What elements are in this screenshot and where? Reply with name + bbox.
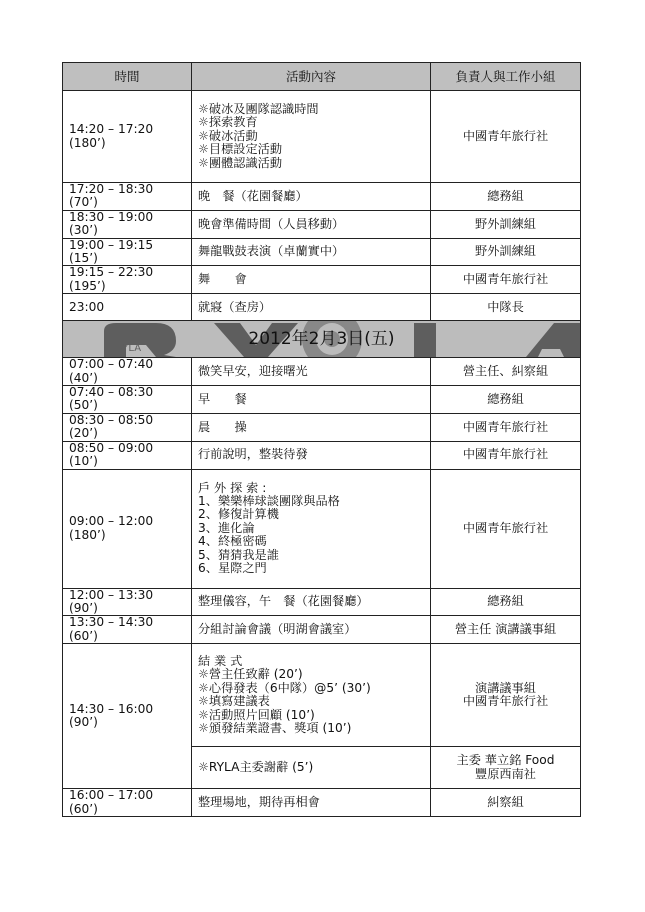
owner-cell: 中國青年旅行社 (431, 266, 581, 294)
header-activity: 活動內容 (192, 63, 431, 91)
activity-line: ☼營主任致辭 (20’) (198, 667, 303, 682)
table-row (63, 413, 581, 441)
activity-cell: 早 餐 (192, 386, 431, 414)
time-cell: 13:30 – 14:30 (60’) (63, 616, 192, 644)
date-band-row (63, 321, 581, 358)
activity-cell: 舞 會 (192, 266, 431, 294)
time-cell: 08:50 – 09:00 (10’) (63, 441, 192, 469)
owner-line: 演講議事組 (475, 680, 536, 695)
owner-cell: 中隊長 (431, 294, 581, 321)
owner-cell: 總務組 (431, 386, 581, 414)
time-cell: 14:30 – 16:00 (90’) (63, 644, 192, 789)
schedule-table (62, 62, 581, 817)
activity-cell: 分組討論會議（明湖會議室） (192, 616, 431, 644)
time-cell: 14:20 – 17:20 (180’) (63, 91, 192, 183)
activity-line: 3、進化論 (198, 520, 255, 535)
time-cell: 23:00 (63, 294, 192, 321)
time-cell: 07:40 – 08:30 (50’) (63, 386, 192, 414)
activity-cell: 整理儀容，午 餐（花園餐廳） (192, 588, 431, 616)
table-row (63, 294, 581, 321)
owner-cell: 中國青年旅行社 (431, 469, 581, 588)
time-cell: 12:00 – 13:30 (90’) (63, 588, 192, 616)
activity-cell: 微笑早安，迎接曙光 (192, 358, 431, 386)
activity-line: 結 業 式 (198, 653, 243, 668)
activity-line: 戶 外 探 索 : (198, 480, 267, 495)
owner-cell (431, 747, 581, 789)
activity-cell: 就寢（查房） (192, 294, 431, 321)
activity-line: ☼目標設定活動 (198, 142, 283, 157)
activity-line: ☼破冰活動 (198, 128, 258, 143)
time-cell: 16:00 – 17:00 (60’) (63, 789, 192, 817)
activity-line: ☼破冰及團隊認識時間 (198, 101, 319, 116)
activity-line: ☼心得發表（6中隊）@5’ (30’) (198, 680, 371, 695)
activity-line: 5、猜猜我是誰 (198, 547, 279, 562)
activity-line: ☼填寫建議表 (198, 694, 270, 709)
owner-cell: 中國青年旅行社 (431, 91, 581, 183)
activity-line: 1、樂樂棒球談團隊與品格 (198, 493, 340, 508)
time-cell: 17:20 – 18:30 (70’) (63, 183, 192, 211)
table-row (63, 91, 581, 183)
activity-line: ☼頒發結業證書、獎項 (10’) (198, 720, 352, 735)
time-cell: 07:00 – 07:40 (40’) (63, 358, 192, 386)
owner-line: 主委 華立銘 Food (456, 753, 555, 768)
activity-line: ☼活動照片回顧 (10’) (198, 707, 315, 722)
activity-cell (192, 91, 431, 183)
table-row (63, 441, 581, 469)
time-cell: 09:00 – 12:00 (180’) (63, 469, 192, 588)
header-owner: 負責人與工作小組 (431, 63, 581, 91)
table-header-row (63, 63, 581, 91)
owner-cell: 中國青年旅行社 (431, 441, 581, 469)
activity-line: ☼團體認識活動 (198, 155, 283, 170)
owner-cell (431, 644, 581, 747)
activity-line: 2、修復計算機 (198, 507, 279, 522)
header-time: 時間 (63, 63, 192, 91)
activity-line: 6、星際之門 (198, 561, 267, 576)
owner-cell: 營主任 演講議事組 (431, 616, 581, 644)
owner-line: 中國青年旅行社 (462, 694, 549, 709)
table-row (63, 358, 581, 386)
table-row (63, 386, 581, 414)
activity-line: 4、終極密碼 (198, 534, 267, 549)
owner-cell: 營主任、糾察組 (431, 358, 581, 386)
owner-line: 豐原西南社 (475, 766, 536, 781)
table-row (63, 183, 581, 211)
table-row (63, 588, 581, 616)
activity-cell: 晚 餐（花園餐廳） (192, 183, 431, 211)
activity-cell: 舞龍戰鼓表演（卓蘭實中） (192, 238, 431, 266)
activity-cell: 晨 操 (192, 413, 431, 441)
table-row (63, 469, 581, 588)
activity-line: ☼探索教育 (198, 115, 258, 130)
owner-cell: 糾察組 (431, 789, 581, 817)
time-cell: 19:15 – 22:30 (195’) (63, 266, 192, 294)
activity-cell (192, 644, 431, 747)
activity-cell: 整理場地，期待再相會 (192, 789, 431, 817)
table-row (63, 789, 581, 817)
owner-cell: 總務組 (431, 183, 581, 211)
table-row (63, 266, 581, 294)
table-row (63, 644, 581, 747)
owner-cell: 野外訓練組 (431, 210, 581, 238)
owner-cell: 總務組 (431, 588, 581, 616)
date-band (63, 321, 581, 358)
activity-cell (192, 469, 431, 588)
watermark-text: RYLA (115, 343, 141, 355)
activity-cell: 晚會準備時間（人員移動） (192, 210, 431, 238)
owner-cell: 野外訓練組 (431, 238, 581, 266)
activity-cell: ☼RYLA主委謝辭 (5’) (192, 747, 431, 789)
date-band-label: 2012年2月3日(五) (248, 328, 395, 349)
time-cell: 08:30 – 08:50 (20’) (63, 413, 192, 441)
time-cell: 19:00 – 19:15 (15’) (63, 238, 192, 266)
time-cell: 18:30 – 19:00 (30’) (63, 210, 192, 238)
activity-cell: 行前說明，整裝待發 (192, 441, 431, 469)
table-row (63, 238, 581, 266)
table-row (63, 616, 581, 644)
owner-cell: 中國青年旅行社 (431, 413, 581, 441)
table-row (63, 210, 581, 238)
